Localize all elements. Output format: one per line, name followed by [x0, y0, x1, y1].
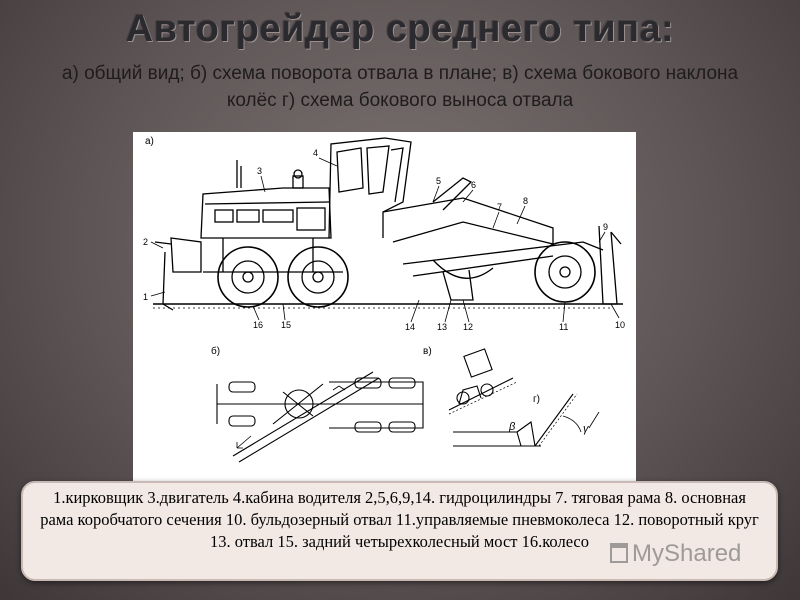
slide-subtitle: а) общий вид; б) схема поворота отвала в плане; в) схема бокового наклона колёс г) схема бокового выноса отвала [61, 63, 739, 111]
panel-label-g: г) [533, 394, 540, 405]
wheel-tilt-scheme [449, 349, 517, 414]
callout-10: 10 [615, 320, 626, 330]
angle-label-beta: β [509, 421, 516, 433]
callout-2: 2 [143, 237, 149, 247]
callout-16: 16 [253, 320, 264, 330]
callout-9: 9 [603, 222, 609, 232]
callout-6: 6 [471, 180, 477, 190]
callout-15: 15 [281, 320, 292, 330]
callout-14: 14 [405, 322, 416, 332]
panel-label-b: б) [211, 346, 221, 357]
watermark-logo-icon [610, 543, 628, 563]
panel-label-v: в) [423, 346, 432, 357]
angle-label-gamma: γ [583, 423, 589, 435]
panel-labels [145, 136, 540, 405]
panel-label-a: а) [145, 136, 154, 147]
callout-8: 8 [523, 196, 529, 206]
callout-1: 1 [143, 292, 149, 302]
rear-wheel-1 [218, 247, 278, 307]
front-wheel [535, 242, 595, 302]
callout-12: 12 [463, 322, 474, 332]
watermark-text: MyShared [632, 540, 742, 567]
legend-text: 1.кирковщик 3.двигатель 4.кабина водителя 2,5,6,9,14. гидроцилиндры 7. тяговая рама 8. основная рама коробчатого сечения 10. бульдозерный отвал 11.управляемые пневмоколеса 12. поворотный круг 13. отвал 15. задний четырехколесный мост 16.колесо [40, 488, 759, 551]
callout-11: 11 [559, 322, 569, 332]
callout-3: 3 [257, 166, 263, 176]
slide-title: Автогрейдер среднего типа: [125, 8, 675, 50]
grader-drawing [133, 132, 636, 482]
callout-5: 5 [436, 176, 442, 186]
callout-4: 4 [313, 148, 319, 158]
callout-13: 13 [437, 322, 448, 332]
grader-figure [133, 132, 636, 482]
rear-wheel-2 [288, 247, 348, 307]
watermark [610, 540, 741, 568]
blade-rotation-plan [217, 372, 423, 462]
general-view [153, 138, 623, 310]
callout-7: 7 [497, 202, 503, 212]
